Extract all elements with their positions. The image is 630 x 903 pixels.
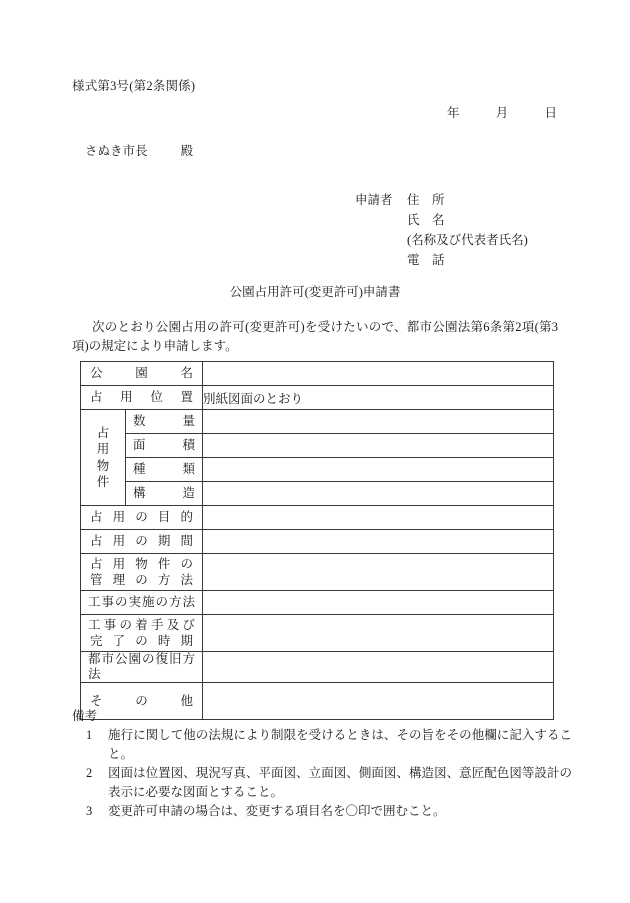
label-text: 数量 xyxy=(133,414,196,428)
row-value-construction-schedule[interactable] xyxy=(203,615,554,652)
group-label-char: 件 xyxy=(96,475,110,489)
applicant-phone-label: 電 話 xyxy=(407,253,445,267)
applicant-entity-row xyxy=(355,230,528,250)
applicant-address-row xyxy=(355,190,528,210)
label-text-line1: 工事の着手及び xyxy=(88,618,196,632)
row-label-period xyxy=(81,530,203,554)
intro-line-1: 次のとおり公園占用の許可(変更許可)を受けたいので、都市公園法第6条第2項(第3項) xyxy=(72,320,558,353)
label-text-line2: 完了の時期 xyxy=(90,634,194,648)
row-value-period[interactable] xyxy=(203,530,554,554)
row-label-quantity xyxy=(126,410,203,434)
addressee-name: さぬき市長 xyxy=(85,144,148,158)
table-row xyxy=(81,458,554,482)
row-value-management-method[interactable] xyxy=(203,554,554,591)
label-text: 都市公園の復旧方法 xyxy=(88,652,196,681)
row-label-occupancy-location xyxy=(81,386,203,410)
table-row xyxy=(81,386,554,410)
application-table xyxy=(80,361,554,720)
label-text: その他 xyxy=(90,693,194,708)
row-label-park-name xyxy=(81,362,203,386)
label-text: 占用位置 xyxy=(90,390,194,404)
row-label-purpose xyxy=(81,506,203,530)
note-number: 3 xyxy=(86,804,93,818)
row-value-kind[interactable] xyxy=(203,458,554,482)
intro-paragraph xyxy=(72,318,558,356)
row-value-restoration-method[interactable] xyxy=(203,652,554,683)
table-row xyxy=(81,362,554,386)
date-day: 日 xyxy=(544,106,557,120)
note-number: 2 xyxy=(86,766,93,780)
table-row xyxy=(81,615,554,652)
note-item xyxy=(72,764,572,802)
row-value-quantity[interactable] xyxy=(203,410,554,434)
table-row xyxy=(81,434,554,458)
addressee-honorific: 殿 xyxy=(180,144,194,158)
row-label-structure xyxy=(126,482,203,506)
row-label-restoration-method xyxy=(81,652,203,683)
table-row xyxy=(81,482,554,506)
applicant-label: 申請者 xyxy=(355,193,393,207)
page-title: 公園占用許可(変更許可)申請書 xyxy=(229,285,401,299)
row-label-kind xyxy=(126,458,203,482)
label-text: 占用の期間 xyxy=(90,534,194,548)
label-text-line2: 管理の方法 xyxy=(90,573,194,587)
date-line xyxy=(447,103,557,121)
row-label-construction-method xyxy=(81,591,203,615)
note-number: 1 xyxy=(86,728,93,742)
applicant-block xyxy=(355,190,528,270)
row-value-occupancy-location[interactable]: 別紙図面のとおり xyxy=(203,386,554,410)
row-value-park-name[interactable] xyxy=(203,362,554,386)
note-text: 施行に関して他の法規により制限を受けるときは、その旨をその他欄に記入すること。 xyxy=(108,728,572,761)
group-label-char: 占 xyxy=(96,425,110,440)
note-item xyxy=(72,802,572,821)
label-text: 占用の目的 xyxy=(90,510,194,524)
intro-line-2: の規定により申請します。 xyxy=(88,339,238,353)
applicant-name-label: 氏 名 xyxy=(407,213,445,227)
note-text: 変更許可申請の場合は、変更する項目名を〇印で囲むこと。 xyxy=(108,804,446,818)
row-value-structure[interactable] xyxy=(203,482,554,506)
table-row xyxy=(81,554,554,591)
row-value-area[interactable] xyxy=(203,434,554,458)
row-label-occupancy-object-group xyxy=(81,410,126,506)
row-label-construction-schedule xyxy=(81,615,203,652)
table-row xyxy=(81,652,554,683)
addressee xyxy=(85,141,193,159)
table-row xyxy=(81,410,554,434)
table-row xyxy=(81,591,554,615)
label-text: 公園名 xyxy=(90,366,194,380)
table-row xyxy=(81,506,554,530)
label-text: 工事の実施の方法 xyxy=(88,595,196,609)
row-value-construction-method[interactable] xyxy=(203,591,554,615)
label-text-line1: 占用物件の xyxy=(90,557,194,571)
applicant-name-row xyxy=(355,210,528,230)
label-text: 面積 xyxy=(133,438,196,452)
date-month: 月 xyxy=(495,106,509,120)
notes-section xyxy=(72,707,572,821)
applicant-phone-row xyxy=(355,250,528,270)
notes-heading: 備考 xyxy=(72,709,98,723)
table-row xyxy=(81,530,554,554)
applicant-address-label: 住 所 xyxy=(407,193,445,207)
row-label-area xyxy=(126,434,203,458)
group-label-char: 用 xyxy=(96,442,110,456)
row-value-purpose[interactable] xyxy=(203,506,554,530)
group-label-char: 物 xyxy=(96,458,110,473)
label-text: 種類 xyxy=(133,462,196,476)
row-label-management-method xyxy=(81,554,203,591)
label-text: 構造 xyxy=(133,486,196,500)
note-item xyxy=(72,726,572,764)
date-year: 年 xyxy=(446,106,460,120)
note-text: 図面は位置図、現況写真、平面図、立面図、側面図、構造図、意匠配色図等設計の表示に必要な図面とすること。 xyxy=(108,766,572,799)
form-number: 様式第3号(第2条関係) xyxy=(72,79,196,93)
applicant-entity-note: (名称及び代表者氏名) xyxy=(407,233,528,247)
